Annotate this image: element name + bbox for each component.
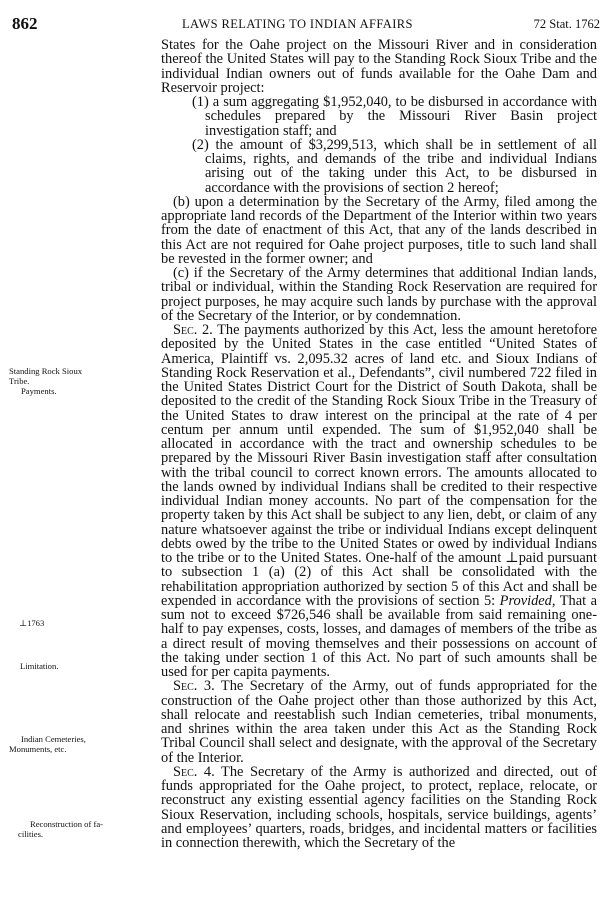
section-3 <box>161 679 597 765</box>
running-head-title: LAWS RELATING TO INDIAN AFFAIRS <box>182 17 413 31</box>
margin-note-standing-rock <box>9 366 121 396</box>
margin-note-line: Tribe. <box>9 376 30 386</box>
margin-note-cemeteries <box>9 734 121 754</box>
clause-1: (1) a sum aggregating $1,952,040, to be disbursed in accordance with schedules prepared by the Missouri River Basin project investigation staff; and <box>192 94 597 139</box>
page-number: 862 <box>12 14 38 33</box>
margin-note-line: Monuments, etc. <box>9 744 67 754</box>
margin-note-line: Payments. <box>21 386 57 396</box>
statute-body <box>161 38 597 850</box>
margin-note-line: Standing Rock Sioux <box>9 366 83 376</box>
section-4-label: Sec. 4. <box>173 763 215 780</box>
section-2-text: The payments authorized by this Act, less the amount heretofore deposited by the United States in the case entitled “United States of America, Plaintiff vs. 2,095.32 acres of land etc. and Sioux Indians of Standing Rock Reservation et al., Defendants”, civil numbered 722 filed in the United States District Court for the District of South Dakota, shall be deposited to the credit of the Standing Rock Sioux Tribe in the Treasury of the United States to draw interest on the principal at the rate of 4 per centum per annum until expended. The sum of $1,952,040 shall be allocated in accordance with the tract and ownership schedules to be prepared by the Missouri River Basin investigation staff after consultation with the tribal council to correct known errors. The amounts allocated to the lands owned by individual Indians shall be credited to their respective individual Indian money accounts. No part of the compensation for the property taken by this Act shall be subject to any lien, debt, or claim of any nature whatsoever against the tribe or individual Indians except delinquent debts owed by the tribe to the United States or owed by individual Indians to the tribe or to the United States. One-half of the amount ⊥paid pursuant to subsection 1 (a) (2) of this Act shall be consolidated with the rehabilitation appropriation authorized by section 5 of this Act and shall be expended in accordance with the provisions of section 5: <box>161 322 597 609</box>
margin-note-page-marker: ⊥1763 <box>19 618 45 628</box>
section-3-text: The Secretary of the Army, out of funds appropriated for the construction of the Oahe project other than those authorized by this Act, shall relocate and reestablish such Indian cemeteries, tribal monuments, and shrines within the area taken under this Act as the Standing Rock Tribal Council shall select and designate, with the approval of the Secretary of the Interior. <box>161 678 597 766</box>
section-2-label: Sec. 2. <box>173 322 213 338</box>
margin-note-line: Reconstruction of fa- <box>30 819 104 829</box>
margin-note-reconstruction <box>18 819 130 839</box>
margin-note-limitation: Limitation. <box>20 661 59 671</box>
margin-note-line: cilities. <box>18 829 44 839</box>
clause-c: (c) if the Secretary of the Army determines that additional Indian lands, tribal or individual, within the Standing Rock Reservation are required for project purposes, he may acquire such lands by purchase with the approval of the Secretary of the Interior, or by condemnation. <box>161 265 597 324</box>
clause-b: (b) upon a determination by the Secretary of the Army, filed among the appropriate land records of the Department of the Interior within two years from the date of enactment of this Act, that any of the lands described in this Act are not required for Oahe project purposes, title to such land shall be revested in the former owner; and <box>161 193 597 267</box>
section-3-label: Sec. 3. <box>173 678 215 695</box>
section-4 <box>161 765 597 851</box>
clause-2: (2) the amount of $3,299,513, which shall be in settlement of all claims, rights, and demands of the tribe and individual Indians arising out of the taking under this Act, to be disbursed in accordance with the provisions of section 2 hereof; <box>192 136 597 196</box>
section-2-text-cont: That a sum not to exceed $726,546 shall be available from said remaining one-half to pay expenses, costs, losses, and damages of members of the tribe as a direct result of moving themselves and their possessions on account of the taking under section 1 of this Act. No part of such amounts shall be used for per capita payments. <box>161 592 597 680</box>
provided-clause: Provided, <box>499 592 556 609</box>
section-2 <box>161 323 597 679</box>
section-4-text: The Secretary of the Army is authorized and directed, out of funds appropriated for the Oahe project, to protect, replace, relocate, or reconstruct any existing essential agency facilities on the Standing Rock Sioux Reservation, including schools, hospitals, service buildings, agents’ and employees’ quarters, roads, bridges, and incidental matters or facilities in connection therewith, which the Secretary of the <box>161 763 597 851</box>
statute-citation: 72 Stat. 1762 <box>533 17 600 31</box>
margin-note-line: Indian Cemeteries, <box>21 734 86 744</box>
intro-paragraph: States for the Oahe project on the Missouri River and in consideration thereof the United States will pay to the Standing Rock Sioux Tribe and the individual Indian owners out of funds available for the Oahe Dam and Reservoir project: <box>161 37 597 96</box>
